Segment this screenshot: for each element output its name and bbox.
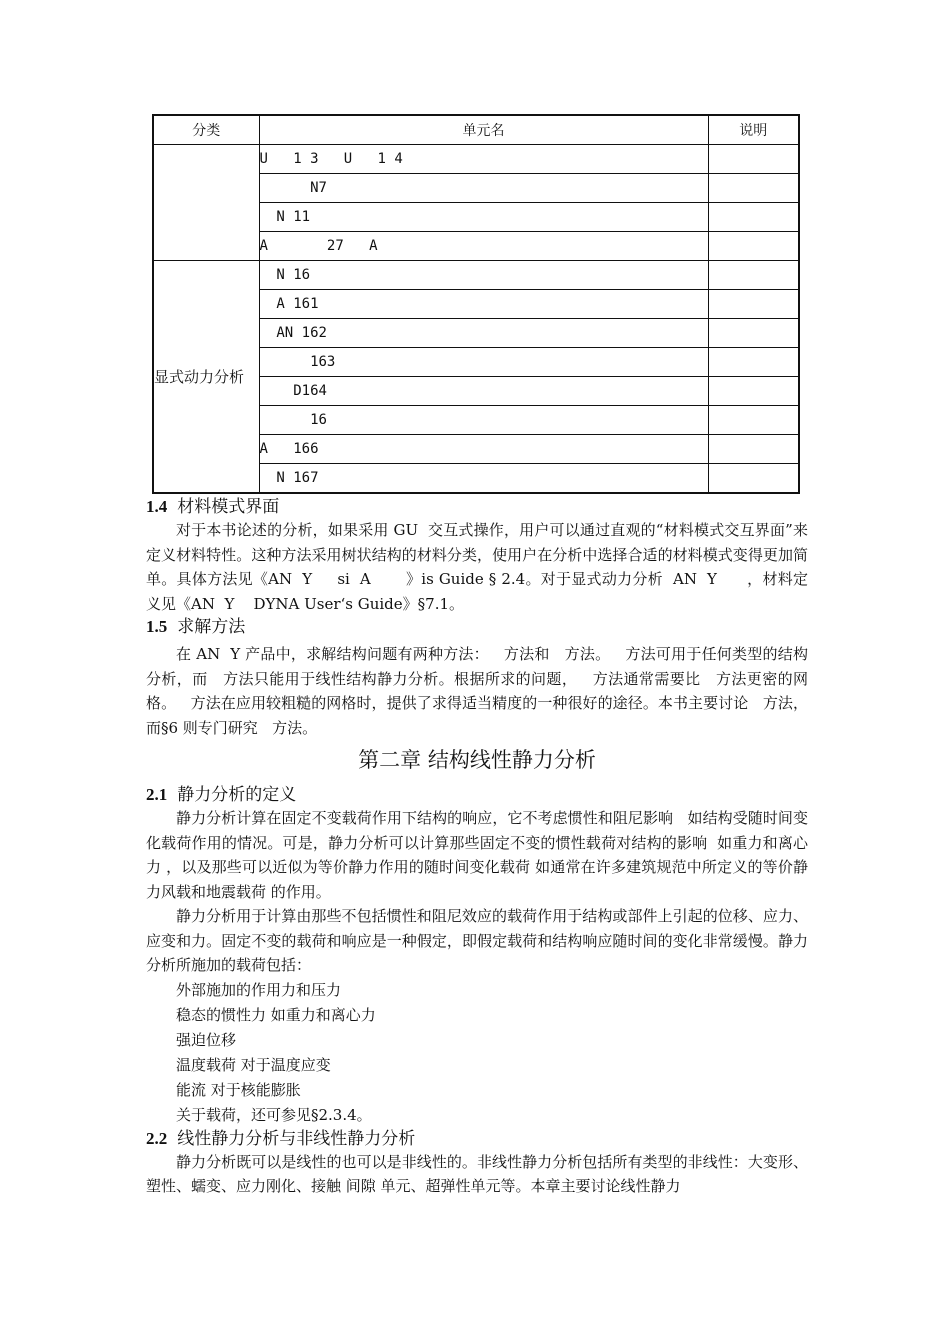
section-title: 线性静力分析与非线性静力分析: [177, 1128, 416, 1149]
element-name-cell: N7: [259, 174, 708, 203]
description-cell: [708, 203, 799, 232]
list-item: 外部施加的作用力和压力: [176, 980, 342, 999]
element-name-cell: 16: [259, 406, 708, 435]
description-cell: [708, 174, 799, 203]
section-number: 2.1: [146, 785, 168, 804]
element-name-cell: 163: [259, 348, 708, 377]
list-item: 关于载荷，还可参见§2.3.4。: [176, 1105, 372, 1124]
section-number: 2.2: [146, 1128, 168, 1148]
section-number: 1.4: [146, 497, 168, 516]
category-cell: [153, 145, 259, 261]
description-cell: [708, 464, 799, 494]
description-cell: [708, 319, 799, 348]
list-item: 稳态的惯性力 如重力和离心力: [176, 1005, 376, 1024]
document-body: [146, 496, 808, 1199]
element-name-cell: A 161: [259, 290, 708, 319]
section-number: 1.5: [146, 617, 168, 636]
description-cell: [708, 348, 799, 377]
element-name-cell: A 166: [259, 435, 708, 464]
table-row: [153, 145, 799, 174]
paragraph-static-loads: 静力分析用于计算由那些不包括惯性和阻尼效应的载荷作用于结构或部件上引起的位移、应力、应变和力。固定不变的载荷和响应是一种假定，即假定载荷和结构响应随时间的变化非常缓慢。静力分析所施加的载荷包括：: [146, 907, 808, 974]
description-cell: [708, 377, 799, 406]
list-item: 强迫位移: [176, 1030, 237, 1049]
paragraph-static-definition: 静力分析计算在固定不变载荷作用下结构的响应，它不考虑惯性和阻尼影响 如结构受随时间变化载荷作用的情况。可是，静力分析可以计算那些固定不变的惯性载荷对结构的影响 如重力和离心力 ，以及那些可以近似为等价静力作用的随时间变化载荷 如通常在许多建筑规范中所定义的等价静力风载和地震载荷 的作用。: [146, 809, 808, 901]
header-description: 说明: [708, 115, 799, 145]
element-name-cell: AN 162: [259, 319, 708, 348]
section-title: 求解方法: [177, 617, 246, 637]
section-heading-1-5: [146, 616, 808, 638]
section-heading-1-4: [146, 496, 808, 518]
description-cell: [708, 290, 799, 319]
description-cell: [708, 435, 799, 464]
element-name-cell: N 16: [259, 261, 708, 290]
list-item: 能流 对于核能膨胀: [176, 1080, 301, 1099]
header-category: 分类: [153, 115, 259, 145]
header-element-name: 单元名: [259, 115, 708, 145]
category-cell-explicit-dynamics: 显式动力分析: [153, 261, 259, 494]
paragraph-linear-nonlinear: 静力分析既可以是线性的也可以是非线性的。非线性静力分析包括所有类型的非线性：大变形、塑性、蠕变、应力刚化、接触 间隙 单元、超弹性单元等。本章主要讨论线性静力: [146, 1152, 808, 1195]
table-header-row: [153, 115, 799, 145]
element-name-cell: A 27 A: [259, 232, 708, 261]
section-heading-2-1: [146, 784, 808, 806]
description-cell: [708, 406, 799, 435]
paragraph-material-models: 对于本书论述的分析，如果采用 GU 交互式操作，用户可以通过直观的“材料模式交互界面”来定义材料特性。这种方法采用树状结构的材料分类，使用户在分析中选择合适的材料模式变得更加简单。具体方法见《AN Y si A 》is Guide § 2.4。对于显式动力分析 AN Y ，材料定义见《AN Y DYNA User‘s Guide》§7.1。: [146, 521, 808, 613]
element-name-cell: N 11: [259, 203, 708, 232]
section-title: 静力分析的定义: [177, 785, 297, 805]
list-item: 温度载荷 对于温度应变: [176, 1055, 331, 1074]
section-title: 材料模式界面: [177, 497, 280, 517]
table-row: [153, 261, 799, 290]
description-cell: [708, 145, 799, 174]
description-cell: [708, 232, 799, 261]
paragraph-solution-methods: 在 AN Y 产品中，求解结构问题有两种方法： 方法和 方法。 方法可用于任何类型的结构分析，而 方法只能用于线性结构静力分析。根据所求的问题， 方法通常需要比 方法更密的网格。 方法在应用较粗糙的网格时，提供了求得适当精度的一种很好的途径。本书主要讨论 方法，而§6 则专门研究 方法。: [146, 645, 808, 737]
element-name-cell: D164: [259, 377, 708, 406]
element-name-cell: U 1 3 U 1 4: [259, 145, 708, 174]
section-heading-2-2: [146, 1128, 808, 1150]
description-cell: [708, 261, 799, 290]
element-type-table: [152, 114, 800, 494]
element-name-cell: N 167: [259, 464, 708, 494]
chapter-title: 第二章 结构线性静力分析: [358, 748, 596, 772]
